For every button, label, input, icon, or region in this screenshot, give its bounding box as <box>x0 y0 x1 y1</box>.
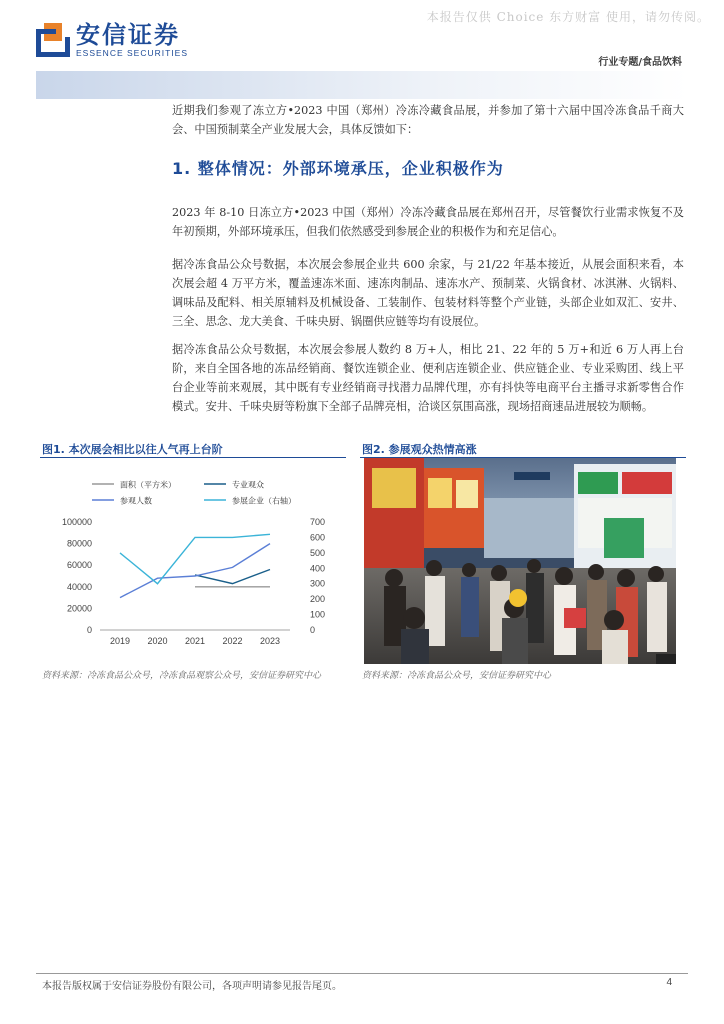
report-category: 行业专题/食品饮料 <box>598 57 682 68</box>
y2-tick-label: 300 <box>310 578 326 589</box>
y-tick-label: 80000 <box>66 538 92 549</box>
x-tick-label: 2021 <box>184 636 206 646</box>
paragraph-exhibitors: 据冷冻食品公众号数据，本次展会参展企业共 600 余家，与 21/22 年基本接近，从展会面积来看，本次展会超 4 万平方米，覆盖速冻米面、速冻肉制品、速冻水产、预制菜、火锅食材、冰淇淋、火锅料、调味品及配料、相关原辅料及机械设备、工装制作、包装材料等整个产业链，头部企业如双汇、安井、三全、思念、龙大美食、千味央厨、锅圈供应链等均有设展位。 <box>172 258 684 328</box>
y2-tick-label: 100 <box>310 609 326 620</box>
logo <box>36 22 188 58</box>
legend-label: 参观人数 <box>120 496 152 506</box>
y2-tick-label: 400 <box>310 563 326 574</box>
y2-tick-label: 200 <box>310 594 326 605</box>
series-line <box>195 570 270 584</box>
x-tick-label: 2020 <box>147 636 168 646</box>
y2-tick-label: 500 <box>310 547 326 558</box>
legend-label: 面积（平方米） <box>120 480 176 490</box>
logo-text-en: ESSENCE SECURITIES <box>76 48 188 58</box>
page-number: 4 <box>666 977 672 988</box>
y-tick-label: 100000 <box>61 517 92 527</box>
logo-text-cn: 安信证券 <box>76 21 180 49</box>
intro-paragraph: 近期我们参观了冻立方•2023 中国（郑州）冷冻冷藏食品展，并参加了第十六届中国冷冻食品千商大会、中国预制菜全产业发展大会，具体反馈如下： <box>172 104 684 136</box>
figure1-source: 资料来源：冷冻食品公众号，冷冻食品观察公众号，安信证券研究中心 <box>42 671 322 681</box>
figure1-title: 图1. 本次展会相比以往人气再上台阶 <box>42 443 223 456</box>
x-tick-label: 2023 <box>259 636 281 646</box>
figure2-source: 资料来源：冷冻食品公众号，安信证券研究中心 <box>362 671 552 681</box>
expo-crowd-photo <box>364 458 676 664</box>
y2-tick-label: 0 <box>310 625 316 635</box>
figure1-chart <box>36 462 346 662</box>
y-tick-label: 60000 <box>66 560 92 571</box>
y2-tick-label: 600 <box>310 532 326 543</box>
section-title: 1. 整体情况：外部环境承压，企业积极作为 <box>172 159 504 178</box>
y-tick-label: 0 <box>86 625 92 635</box>
x-tick-label: 2022 <box>222 636 243 646</box>
footer-divider <box>36 973 688 974</box>
watermark: 本报告仅供 Choice 东方财富 使用，请勿传阅。 <box>426 10 710 24</box>
figure1-rule <box>40 457 346 458</box>
header-band <box>36 71 688 99</box>
y-tick-label: 20000 <box>66 603 92 614</box>
legend-label: 专业观众 <box>232 480 264 490</box>
y-tick-label: 40000 <box>66 581 92 592</box>
x-tick-label: 2019 <box>109 636 131 646</box>
paragraph-visitors: 据冷冻食品公众号数据，本次展会参展人数约 8 万+人，相比 21、22 年的 5 万+和近 6 万人再上台阶，来自全国各地的冻品经销商、餐饮连锁企业、便利店连锁企业、供应链企业、专业采购团、线上平台企业等前来观展，其中既有专业经销商寻找潜力品牌代理，亦有抖快等电商平台主播寻求新零售合作模式。安井、千味央厨等粉旗下全部子品牌亮相，洽谈区氛围高涨，现场招商速品进展较为顺畅。 <box>172 343 684 413</box>
paragraph-overview: 2023 年 8-10 日冻立方•2023 中国（郑州）冷冻冷藏食品展在郑州召开，尽管餐饮行业需求恢复不及年初预期，外部环境承压，但我们依然感受到参展企业的积极作为和充足信心。 <box>172 206 684 238</box>
footer-disclaimer: 本报告版权属于安信证券股份有限公司，各项声明请参见报告尾页。 <box>42 981 342 992</box>
figure2-title: 图2. 参展观众热情高涨 <box>362 443 477 456</box>
logo-mark-icon <box>36 23 70 57</box>
legend-label: 参展企业（右轴） <box>232 496 296 506</box>
y2-tick-label: 700 <box>310 517 326 527</box>
